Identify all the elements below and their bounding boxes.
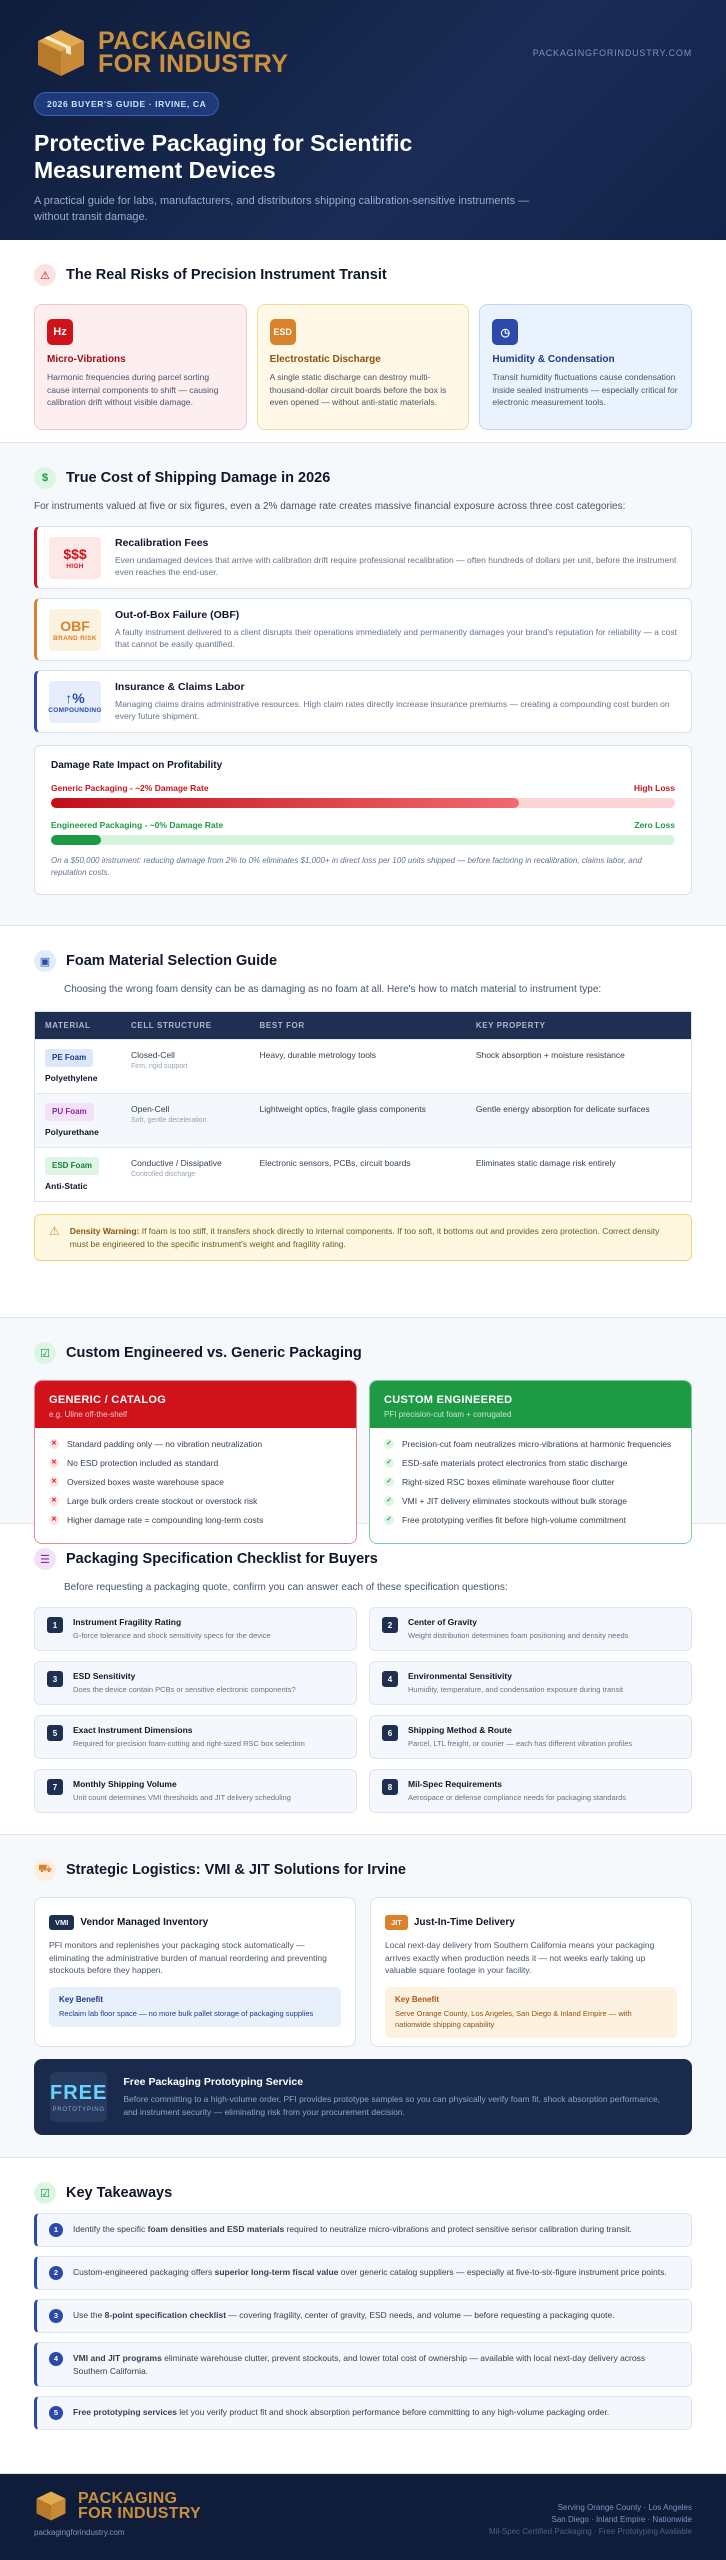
card-title: GENERIC / CATALOG [49,1394,167,1406]
material-name: Anti-Static [45,1181,88,1191]
box-logo-icon [34,2490,68,2522]
risk-name: Micro-Vibrations [47,354,126,365]
table-row [35,1094,692,1148]
risk-text: Harmonic frequencies during parcel sorting cause internal components to shift — causing calibration drift without visible damage. [47,372,219,407]
vmi-tag: VMI [49,1915,74,1930]
x-icon: ✕ [49,1458,59,1468]
check-icon: ✓ [384,1515,394,1525]
brand-line-1: PACKAGING [98,27,252,55]
x-icon: ✕ [49,1477,59,1487]
site-url[interactable]: PACKAGINGFORINDUSTRY.COM [532,48,692,58]
banner-title: Free Packaging Prototyping Service [123,2076,304,2088]
brand-line-2: FOR INDUSTRY [98,50,289,78]
cell-subtext: Controlled discharge [131,1171,196,1178]
compare-section [0,1318,726,1524]
check-icon: ✓ [384,1458,394,1468]
column-header: BEST FOR [250,1012,466,1040]
list-item: ✕ Standard padding only — no vibration neutralization [49,1438,342,1450]
generic-packaging-card [34,1380,357,1544]
check-icon: ✓ [384,1496,394,1506]
risk-card-humidity [479,304,692,430]
cost-card-insurance [34,670,692,733]
column-header: MATERIAL [35,1012,122,1040]
card-title: Vendor Managed Inventory [80,1917,209,1928]
cost-card-obf [34,598,692,661]
engineered-bar-end: Zero Loss [634,820,675,830]
panel-note: On a $50,000 instrument: reducing damage from 2% to 0% eliminates $1,000+ in direct loss per 100 units shipped — before factoring in recalibration, claims labor, and reputation costs. [51,856,642,877]
cell-structure: Conductive / Dissipative [131,1158,222,1168]
generic-bar-label: Generic Packaging - ~2% Damage Rate [51,783,209,793]
jit-tag: JIT [385,1915,408,1930]
section-title: Strategic Logistics: VMI & JIT Solutions for Irvine [66,1862,406,1878]
table-row [35,1148,692,1202]
section-intro: Before requesting a packaging quote, confirm you can answer each of these specification questions: [64,1582,508,1593]
list-item: ✓ Precision-cut foam neutralizes micro-vibrations at harmonic frequencies [384,1438,677,1450]
checklist-item: 5 Exact Instrument Dimensions Required for precision foam-cutting and right-sized RSC box selection [34,1715,357,1759]
warning-text: If foam is too stiff, it transfers shock directly to internal components. If too soft, it bottoms out and provides zero protection. Correct density must be engineered to the specific instrument's weight and fragility rating. [69,1226,660,1249]
list-item: ✓ ESD-safe materials protect electronics from static discharge [384,1457,677,1469]
card-title: CUSTOM ENGINEERED [384,1394,513,1406]
cell-subtext: Firm, rigid support [131,1063,188,1070]
cost-section [0,443,726,926]
key-benefit: Key Benefit Reclaim lab floor space — no more bulk pallet storage of packaging supplies [49,1987,341,2027]
free-badge: FREE PROTOTYPING [50,2072,107,2122]
x-icon: ✕ [49,1496,59,1506]
dollar-icon: $ [34,467,56,489]
engineered-progress-bar [51,835,675,845]
damage-rate-panel [34,745,692,895]
risk-card-esd [257,304,470,430]
free-prototyping-banner[interactable] [34,2059,692,2135]
list-item: ✕ Oversized boxes waste warehouse space [49,1476,342,1488]
banner-text: Before committing to a high-volume order, PFI provides prototype samples so you can physically verify foam fit, shock absorption performance, and instrument security — eliminating risk from your procurement decision. [123,2094,661,2117]
column-header: KEY PROPERTY [466,1012,692,1040]
cell-structure: Closed-Cell [131,1050,175,1060]
material-name: Polyethylene [45,1073,98,1083]
checklist-item: 4 Environmental Sensitivity Humidity, temperature, and condensation exposure during transit [369,1661,692,1705]
check-icon: ✓ [384,1439,394,1449]
footer-service-area: Serving Orange County · Los Angeles San Diego · Inland Empire · Nationwide Mil-Spec Certified Packaging · Free Prototyping Available [488,2503,692,2536]
best-for: Electronic sensors, PCBs, circuit boards [250,1148,466,1202]
card-text: Local next-day delivery from Southern California means your packaging arrives exactly when production needs it — not weeks early taking up valuable square footage in your facility. [385,1940,655,1975]
truck-icon: ⛟ [34,1859,56,1881]
key-benefit: Key Benefit Serve Orange County, Los Angeles, San Diego & Inland Empire — with nationwide shipping capability [385,1987,677,2038]
cell-subtext: Soft, gentle deceleration [131,1117,207,1124]
cost-name: Out-of-Box Failure (OBF) [115,609,240,621]
section-title: The Real Risks of Precision Instrument Transit [66,267,387,283]
list-item: ✓ VMI + JIT delivery eliminates stockouts without bulk storage [384,1495,677,1507]
risks-section [0,240,726,443]
cost-badge: $$$ HIGH [49,537,101,579]
checklist-item: 1 Instrument Fragility Rating G-force tolerance and shock sensitivity specs for the device [34,1607,357,1651]
jit-card [370,1897,692,2047]
cell-structure: Open-Cell [131,1104,170,1114]
section-title: Key Takeaways [66,2185,173,2201]
esd-icon: ESD [270,319,296,345]
takeaway-item: 2 Custom-engineered packaging offers superior long-term fiscal value over generic catalog suppliers — especially at five-to-six-figure instrument price points. [34,2256,692,2290]
generic-progress-bar [51,798,675,808]
section-title: Packaging Specification Checklist for Buyers [66,1551,378,1567]
list-item: ✓ Right-sized RSC boxes eliminate warehouse floor clutter [384,1476,677,1488]
check-square-icon: ☑ [34,1342,56,1364]
key-property: Gentle energy absorption for delicate surfaces [466,1094,692,1148]
section-intro: For instruments valued at five or six figures, even a 2% damage rate creates massive financial exposure across three cost categories: [34,501,626,512]
foam-table [34,1011,692,1202]
list-item: ✕ Large bulk orders create stockout or overstock risk [49,1495,342,1507]
frequency-icon: Hz [47,319,73,345]
card-text: PFI monitors and replenishes your packaging stock automatically — eliminating the administrative burden of manual reordering and preventing stockouts before they happen. [49,1940,327,1975]
takeaway-item: 3 Use the 8-point specification checklist — covering fragility, center of gravity, ESD needs, and volume — before requesting a packaging quote. [34,2299,692,2333]
list-item: ✕ Higher damage rate = compounding long-term costs [49,1514,342,1526]
x-icon: ✕ [49,1439,59,1449]
cost-text: Managing claims drains administrative resources. High claim rates directly increase insurance premiums — creating a compounding cost burden on every future shipment. [115,699,670,721]
clock-icon: ◷ [492,319,518,345]
takeaway-item: 1 Identify the specific foam densities and ESD materials required to neutralize micro-vibrations and protect sensitive sensor calibration during transit. [34,2213,692,2247]
cost-text: Even undamaged devices that arrive with calibration drift require professional recalibration — often hundreds of dollars per unit, before the instrument even reaches the end-user. [115,555,677,577]
hero-banner [0,0,726,240]
best-for: Lightweight optics, fragile glass components [250,1094,466,1148]
list-item: ✕ No ESD protection included as standard [49,1457,342,1469]
guide-badge: 2026 BUYER'S GUIDE · IRVINE, CA [34,92,219,116]
checklist-grid [34,1607,692,1813]
footer-logo[interactable]: PACKAGING FOR INDUSTRY [34,2490,692,2522]
key-property: Eliminates static damage risk entirely [466,1148,692,1202]
page-title: Protective Packaging for Scientific Measurement Devices [34,130,413,183]
density-warning [34,1214,692,1261]
takeaways-section [0,2158,726,2474]
takeaway-item: 4 VMI and JIT programs eliminate warehouse clutter, prevent stockouts, and lower total cost of ownership — available with local next-day delivery across Southern California. [34,2342,692,2387]
checklist-item: 2 Center of Gravity Weight distribution determines foam positioning and density needs [369,1607,692,1651]
cost-name: Recalibration Fees [115,537,209,549]
section-intro: Choosing the wrong foam density can be as damaging as no foam at all. Here's how to match material to instrument type: [64,984,602,995]
warning-icon: ⚠ [34,264,56,286]
checklist-item: 6 Shipping Method & Route Parcel, LTL freight, or courier — each has different vibration profiles [369,1715,692,1759]
material-pill: ESD Foam [45,1157,99,1175]
checklist-item: 3 ESD Sensitivity Does the device contain PCBs or sensitive electronic components? [34,1661,357,1705]
cost-badge: ↑% COMPOUNDING [49,681,101,723]
material-name: Polyurethane [45,1127,99,1137]
generic-bar-end: High Loss [633,783,675,793]
checklist-item: 7 Monthly Shipping Volume Unit count determines VMI thresholds and JIT delivery scheduling [34,1769,357,1813]
material-pill: PU Foam [45,1103,94,1121]
section-title: Foam Material Selection Guide [66,953,278,969]
logistics-section [0,1835,726,2158]
check-icon: ✓ [384,1477,394,1487]
box-logo-icon [34,28,88,78]
checklist-section [0,1524,726,1835]
page-subtitle: A practical guide for labs, manufacturers, and distributors shipping calibration-sensitive instruments — without transit damage. [34,195,530,223]
custom-packaging-card [369,1380,692,1544]
list-icon: ☰ [34,1548,56,1570]
list-item: ✓ Free prototyping verifies fit before high-volume commitment [384,1514,677,1526]
card-title: Just-In-Time Delivery [413,1917,515,1928]
key-property: Shock absorption + moisture resistance [466,1040,692,1094]
warning-label: Density Warning: [69,1226,140,1236]
generic-bar-fill [51,798,519,808]
checklist-item: 8 Mil-Spec Requirements Aerospace or defense compliance needs for packaging standards [369,1769,692,1813]
cost-badge: OBF BRAND RISK [49,609,101,651]
cost-text: A faulty instrument delivered to a client disrupts their operations immediately and permanently damages your brand's reputation for reliability — a cost that cannot be easily quantified. [115,627,677,649]
footer-url[interactable]: packagingforindustry.com [34,2528,125,2537]
takeaway-item: 5 Free prototyping services let you verify product fit and shock absorption performance before committing to any high-volume packaging order. [34,2396,692,2430]
risk-card-vibration [34,304,247,430]
section-title: True Cost of Shipping Damage in 2026 [66,470,331,486]
risk-name: Electrostatic Discharge [269,354,381,365]
table-row [35,1040,692,1094]
risk-text: A single static discharge can destroy multi-thousand-dollar circuit boards before the box is even opened — without anti-static materials. [269,372,447,407]
page-footer [0,2474,726,2560]
card-subtitle: PFI precision-cut foam + corrugated [384,1410,512,1419]
check-square-icon: ☑ [34,2182,56,2204]
best-for: Heavy, durable metrology tools [250,1040,466,1094]
card-subtitle: e.g. Uline off-the-shelf [49,1410,128,1419]
column-header: CELL STRUCTURE [121,1012,250,1040]
risk-name: Humidity & Condensation [492,354,615,365]
vmi-card [34,1897,356,2047]
material-pill: PE Foam [45,1049,93,1067]
box-icon: ▣ [34,950,56,972]
section-title: Custom Engineered vs. Generic Packaging [66,1345,362,1361]
risk-text: Transit humidity fluctuations cause condensation inside sealed instruments — especially critical for electronic measurement tools. [492,372,678,407]
engineered-bar-label: Engineered Packaging - ~0% Damage Rate [51,820,224,830]
engineered-bar-fill [51,835,101,845]
foam-section [0,926,726,1318]
panel-title: Damage Rate Impact on Profitability [51,760,223,771]
cost-name: Insurance & Claims Labor [115,681,245,693]
warning-icon: ⚠ [49,1224,60,1238]
x-icon: ✕ [49,1515,59,1525]
cost-card-recalibration [34,526,692,589]
